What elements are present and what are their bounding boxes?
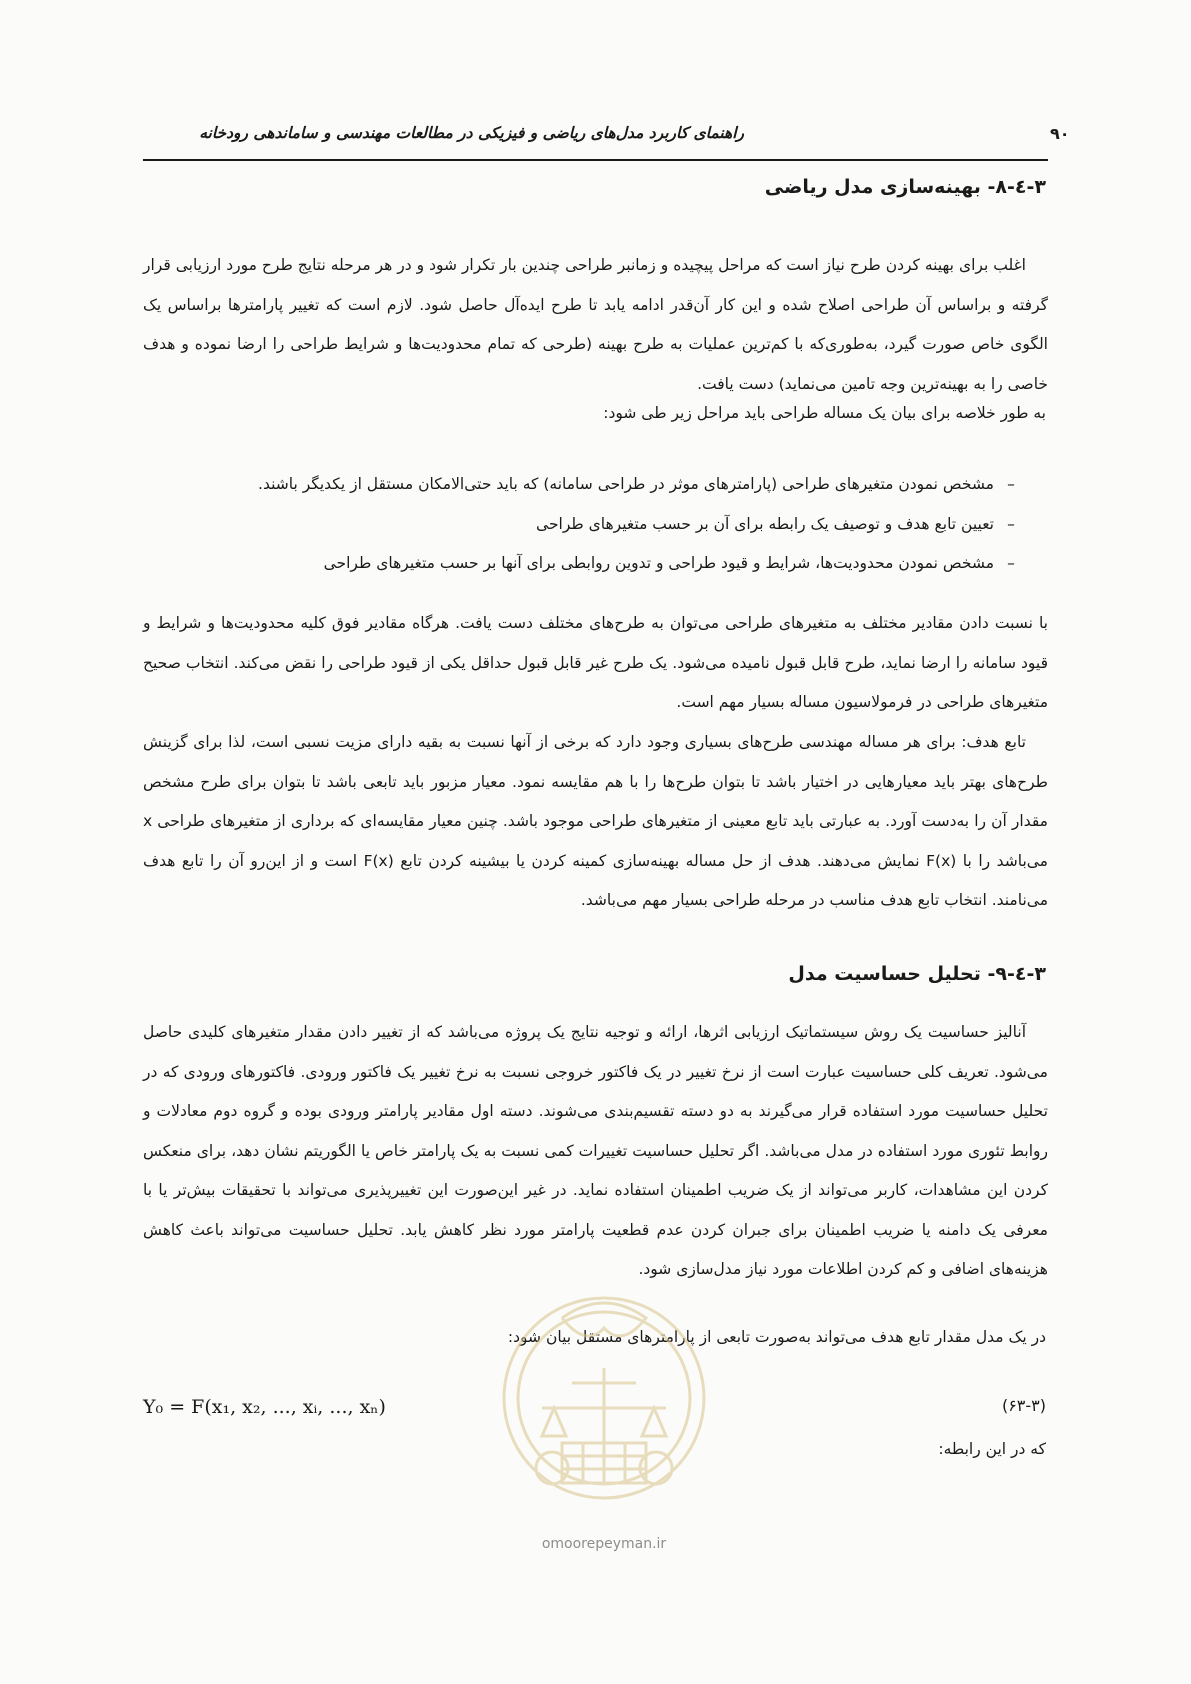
list-item-text: تعیین تابع هدف و توصیف یک رابطه برای آن بر حسب متغیرهای طراحی [536,514,994,533]
header-divider [143,159,1048,161]
paragraph-design-variables: با نسبت دادن مقادیر مختلف به متغیرهای طراحی می‌توان به طرح‌های مختلف دست یافت. هرگاه مقادیر فوق کلیه محدودیت‌ها و شرایط و قیود سامانه را ارضا نماید، طرح قابل قبول نامیده می‌شود. یک طرح غیر قابل قبول حداقل یکی از قیود طراحی را نقض می‌کند. انتخاب صحیح متغیرهای طراحی در فرمولاسیون مساله بسیار مهم است. [143,614,1048,711]
paragraph-objective-function: تابع هدف: برای هر مساله مهندسی طرح‌های بسیاری وجود دارد که برخی از آنها نسبت به بقیه دارای مزیت نسبی است، لذا برای گزینش طرح‌های بهتر باید معیارهایی در اختیار باشد تا بتوان طرح‌ها را با هم مقایسه نمود. معیار مزبور باید تابعی باشد تا بتوان برای طرح مشخص مقدار آن را به‌دست آورد. به عبارتی باید تابع معینی از متغیرهای طراحی موجود باشد. چنین معیار مقایسه‌ای که برداری از متغیرهای طراحی x می‌باشد را با F(x) نمایش می‌دهند. هدف از حل مساله بهینه‌سازی کمینه کردن یا بیشینه کردن تابع F(x) است و از این‌رو آن را تابع هدف می‌نامند. انتخاب تابع هدف مناسب در مرحله طراحی بسیار مهم می‌باشد. [143,733,1048,909]
section-heading-sensitivity: ۳-٤-۹- تحلیل حساسیت مدل [788,963,1046,985]
paragraph-sensitivity-analysis: آنالیز حساسیت یک روش سیستماتیک ارزیابی اثرها، ارائه و توجیه نتایج یک پروژه می‌باشد که از تغییر دادن مقدار متغیرهای کلیدی حاصل می‌شود. تعریف کلی حساسیت عبارت است از نرخ تغییر در یک فاکتور خروجی نسبت به نرخ تغییر یک فاکتور ورودی. فاکتورهای ورودی که در تحلیل حساسیت مورد استفاده قرار می‌گیرند به دو دسته تقسیم‌بندی می‌شوند. دسته اول مقادیر پارامتر ورودی بوده و گروه دوم معادلات و روابط تئوری مورد استفاده در مدل می‌باشد. اگر تحلیل حساسیت تغییرات کمی نسبت به یک پارامتر خاص یا الگوریتم نشان دهد، برای منعکس کردن این مشاهدات، کاربر می‌تواند از یک ضریب اطمینان استفاده نماید. در غیر این‌صورت این تغییرپذیری می‌تواند با تحقیقات بیش‌تر یا با معرفی یک دامنه یا ضریب اطمینان برای جبران کردن عدم قطعیت پارامتر مورد نظر کاهش یابد. تحلیل حساسیت می‌تواند باعث کاهش هزینه‌های اضافی و کم کردن اطلاعات مورد نیاز مدل‌سازی شود. [143,1023,1048,1278]
list-item [160,465,1028,505]
watermark-calligraphy [562,1303,646,1336]
list-item [160,505,1028,545]
bullet-dash: – [1007,554,1015,572]
list-item [160,544,1028,584]
equation-number: (۶۳-۳) [1001,1396,1046,1415]
list-item-text: مشخص نمودن محدودیت‌ها، شرایط و قیود طراحی و تدوین روابطی برای آنها بر حسب متغیرهای طراحی [323,554,994,572]
watermark-grid [562,1443,646,1483]
equation-objective-function: Y₀ = F(x₁, x₂, ..., xᵢ, ..., xₙ) [143,1396,386,1418]
objective-function-intro: در یک مدل مقدار تابع هدف می‌تواند به‌صورت تابعی از پارامترهای مستقل بیان شود: [507,1328,1046,1346]
list-item-text: مشخص نمودن متغیرهای طراحی (پارامترهای موثر در طراحی سامانه) که باید حتی‌الامکان مستقل از یکدیگر باشند. [258,475,994,493]
bullet-dash: – [1007,475,1015,493]
design-steps-intro: به طور خلاصه برای بیان یک مساله طراحی باید مراحل زیر طی شود: [603,404,1046,422]
paragraph-optimization-intro: اغلب برای بهینه کردن طرح نیاز است که مراحل پیچیده و زمانبر طراحی چندین بار تکرار شود و در هر مرحله نتایج طرح مورد ارزیابی قرار گرفته و براساس آن طراحی اصلاح شده و این کار آن‌قدر ادامه یابد تا طرح ایده‌آل حاصل شود. لازم است که تغییر پارامترها براساس یک الگوی خاص صورت گیرد، به‌طوری‌که با کم‌ترین عملیات به طرح بهینه (طرحی که تمام محدودیت‌ها و شرایط طراحی را ارضا نموده و هدف خاصی را به بهینه‌ترین وجه تامین می‌نماید) دست یافت. [143,256,1048,393]
design-steps-list [160,465,1028,584]
watermark-site-text: omoorepeyman.ir [541,1536,667,1552]
where-line: که در این رابطه: [938,1440,1046,1458]
bullet-dash: – [1007,514,1015,533]
section-heading-optimization: ۳-٤-۸- بهینه‌سازی مدل ریاضی [764,176,1046,198]
running-header-title: راهنمای کاربرد مدل‌های ریاضی و فیزیکی در مطالعات مهندسی و ساماندهی رودخانه [199,124,744,142]
page-number: ۹۰ [1050,124,1070,143]
watermark-logo [492,1258,716,1558]
